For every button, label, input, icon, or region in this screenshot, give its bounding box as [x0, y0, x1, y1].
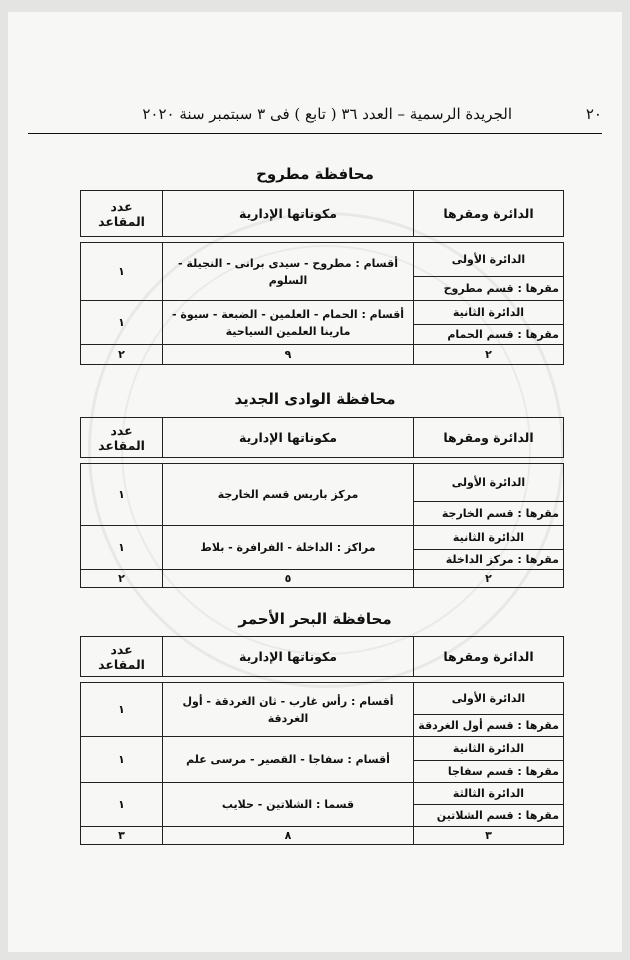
header-rule — [28, 133, 602, 134]
circuit-seats: ١ — [81, 526, 163, 570]
total-components: ٥ — [163, 570, 414, 588]
circuit-seats: ١ — [81, 683, 163, 737]
total-components: ٨ — [163, 827, 414, 845]
table-header-row — [81, 637, 564, 677]
circuit-hq: مقرها : قسم سفاجا — [413, 761, 563, 783]
total-circuits: ٢ — [413, 570, 563, 588]
circuit-components: أقسام : رأس غارب - ثان الغردقة - أول الغردقة — [163, 683, 414, 737]
page-number: ٢٠ — [585, 105, 602, 123]
header-circuit: الدائرة ومقرها — [413, 637, 563, 677]
total-seats: ٢ — [81, 345, 163, 365]
governorate-table — [80, 190, 564, 365]
circuit-hq: مقرها : قسم أول الغردقة — [413, 715, 563, 737]
circuit-components: قسما : الشلاتين - حلايب — [163, 783, 414, 827]
header-circuit: الدائرة ومقرها — [413, 191, 563, 237]
table-row — [81, 737, 564, 761]
table-row — [81, 464, 564, 502]
circuit-components: أقسام : الحمام - العلمين - الضبعة - سيوة - مارينا العلمين السياحية — [163, 301, 414, 345]
table-row — [81, 243, 564, 277]
header-components: مكوناتها الإدارية — [163, 418, 414, 458]
circuit-name: الدائرة الأولى — [413, 683, 563, 715]
circuit-seats: ١ — [81, 737, 163, 783]
header-components: مكوناتها الإدارية — [163, 637, 414, 677]
circuit-name: الدائرة الثانية — [413, 737, 563, 761]
circuit-components: أقسام : سفاجا - القصير - مرسى علم — [163, 737, 414, 783]
circuit-seats: ١ — [81, 243, 163, 301]
governorate-table — [80, 636, 564, 845]
circuit-hq: مقرها : قسم الشلاتين — [413, 805, 563, 827]
circuit-hq: مقرها : قسم الخارجة — [413, 502, 563, 526]
table-row — [81, 526, 564, 550]
circuit-name: الدائرة الثانية — [413, 526, 563, 550]
circuit-name: الدائرة الثانية — [413, 301, 563, 325]
circuit-components: أقسام : مطروح - سيدى برانى - النجيلة - السلوم — [163, 243, 414, 301]
totals-row — [81, 345, 564, 365]
total-circuits: ٢ — [413, 345, 563, 365]
table-row — [81, 783, 564, 805]
circuit-components: مركز باريس قسم الخارجة — [163, 464, 414, 526]
totals-row — [81, 570, 564, 588]
header-seats: عدد المقاعد — [81, 191, 163, 237]
table-row — [81, 683, 564, 715]
gazette-title: الجريدة الرسمية – العدد ٣٦ ( تابع ) فى ٣ سبتمبر سنة ٢٠٢٠ — [142, 105, 512, 123]
total-components: ٩ — [163, 345, 414, 365]
total-circuits: ٣ — [413, 827, 563, 845]
governorate-title: محافظة مطروح — [256, 165, 374, 183]
circuit-hq: مقرها : قسم مطروح — [413, 277, 563, 301]
governorate-title: محافظة الوادى الجديد — [234, 390, 396, 408]
header-seats: عدد المقاعد — [81, 637, 163, 677]
circuit-seats: ١ — [81, 783, 163, 827]
circuit-seats: ١ — [81, 464, 163, 526]
governorate-title: محافظة البحر الأحمر — [238, 610, 392, 628]
header-circuit: الدائرة ومقرها — [413, 418, 563, 458]
circuit-hq: مقرها : مركز الداخلة — [413, 550, 563, 570]
header-seats: عدد المقاعد — [81, 418, 163, 458]
gazette-page — [8, 12, 622, 952]
total-seats: ٣ — [81, 827, 163, 845]
table-row — [81, 301, 564, 325]
circuit-components: مراكز : الداخلة - الفرافرة - بلاط — [163, 526, 414, 570]
header-components: مكوناتها الإدارية — [163, 191, 414, 237]
governorate-table — [80, 417, 564, 588]
circuit-hq: مقرها : قسم الحمام — [413, 325, 563, 345]
circuit-name: الدائرة الثالثة — [413, 783, 563, 805]
circuit-seats: ١ — [81, 301, 163, 345]
table-header-row — [81, 191, 564, 237]
totals-row — [81, 827, 564, 845]
table-header-row — [81, 418, 564, 458]
circuit-name: الدائرة الأولى — [413, 464, 563, 502]
total-seats: ٢ — [81, 570, 163, 588]
circuit-name: الدائرة الأولى — [413, 243, 563, 277]
page-header — [28, 105, 602, 133]
